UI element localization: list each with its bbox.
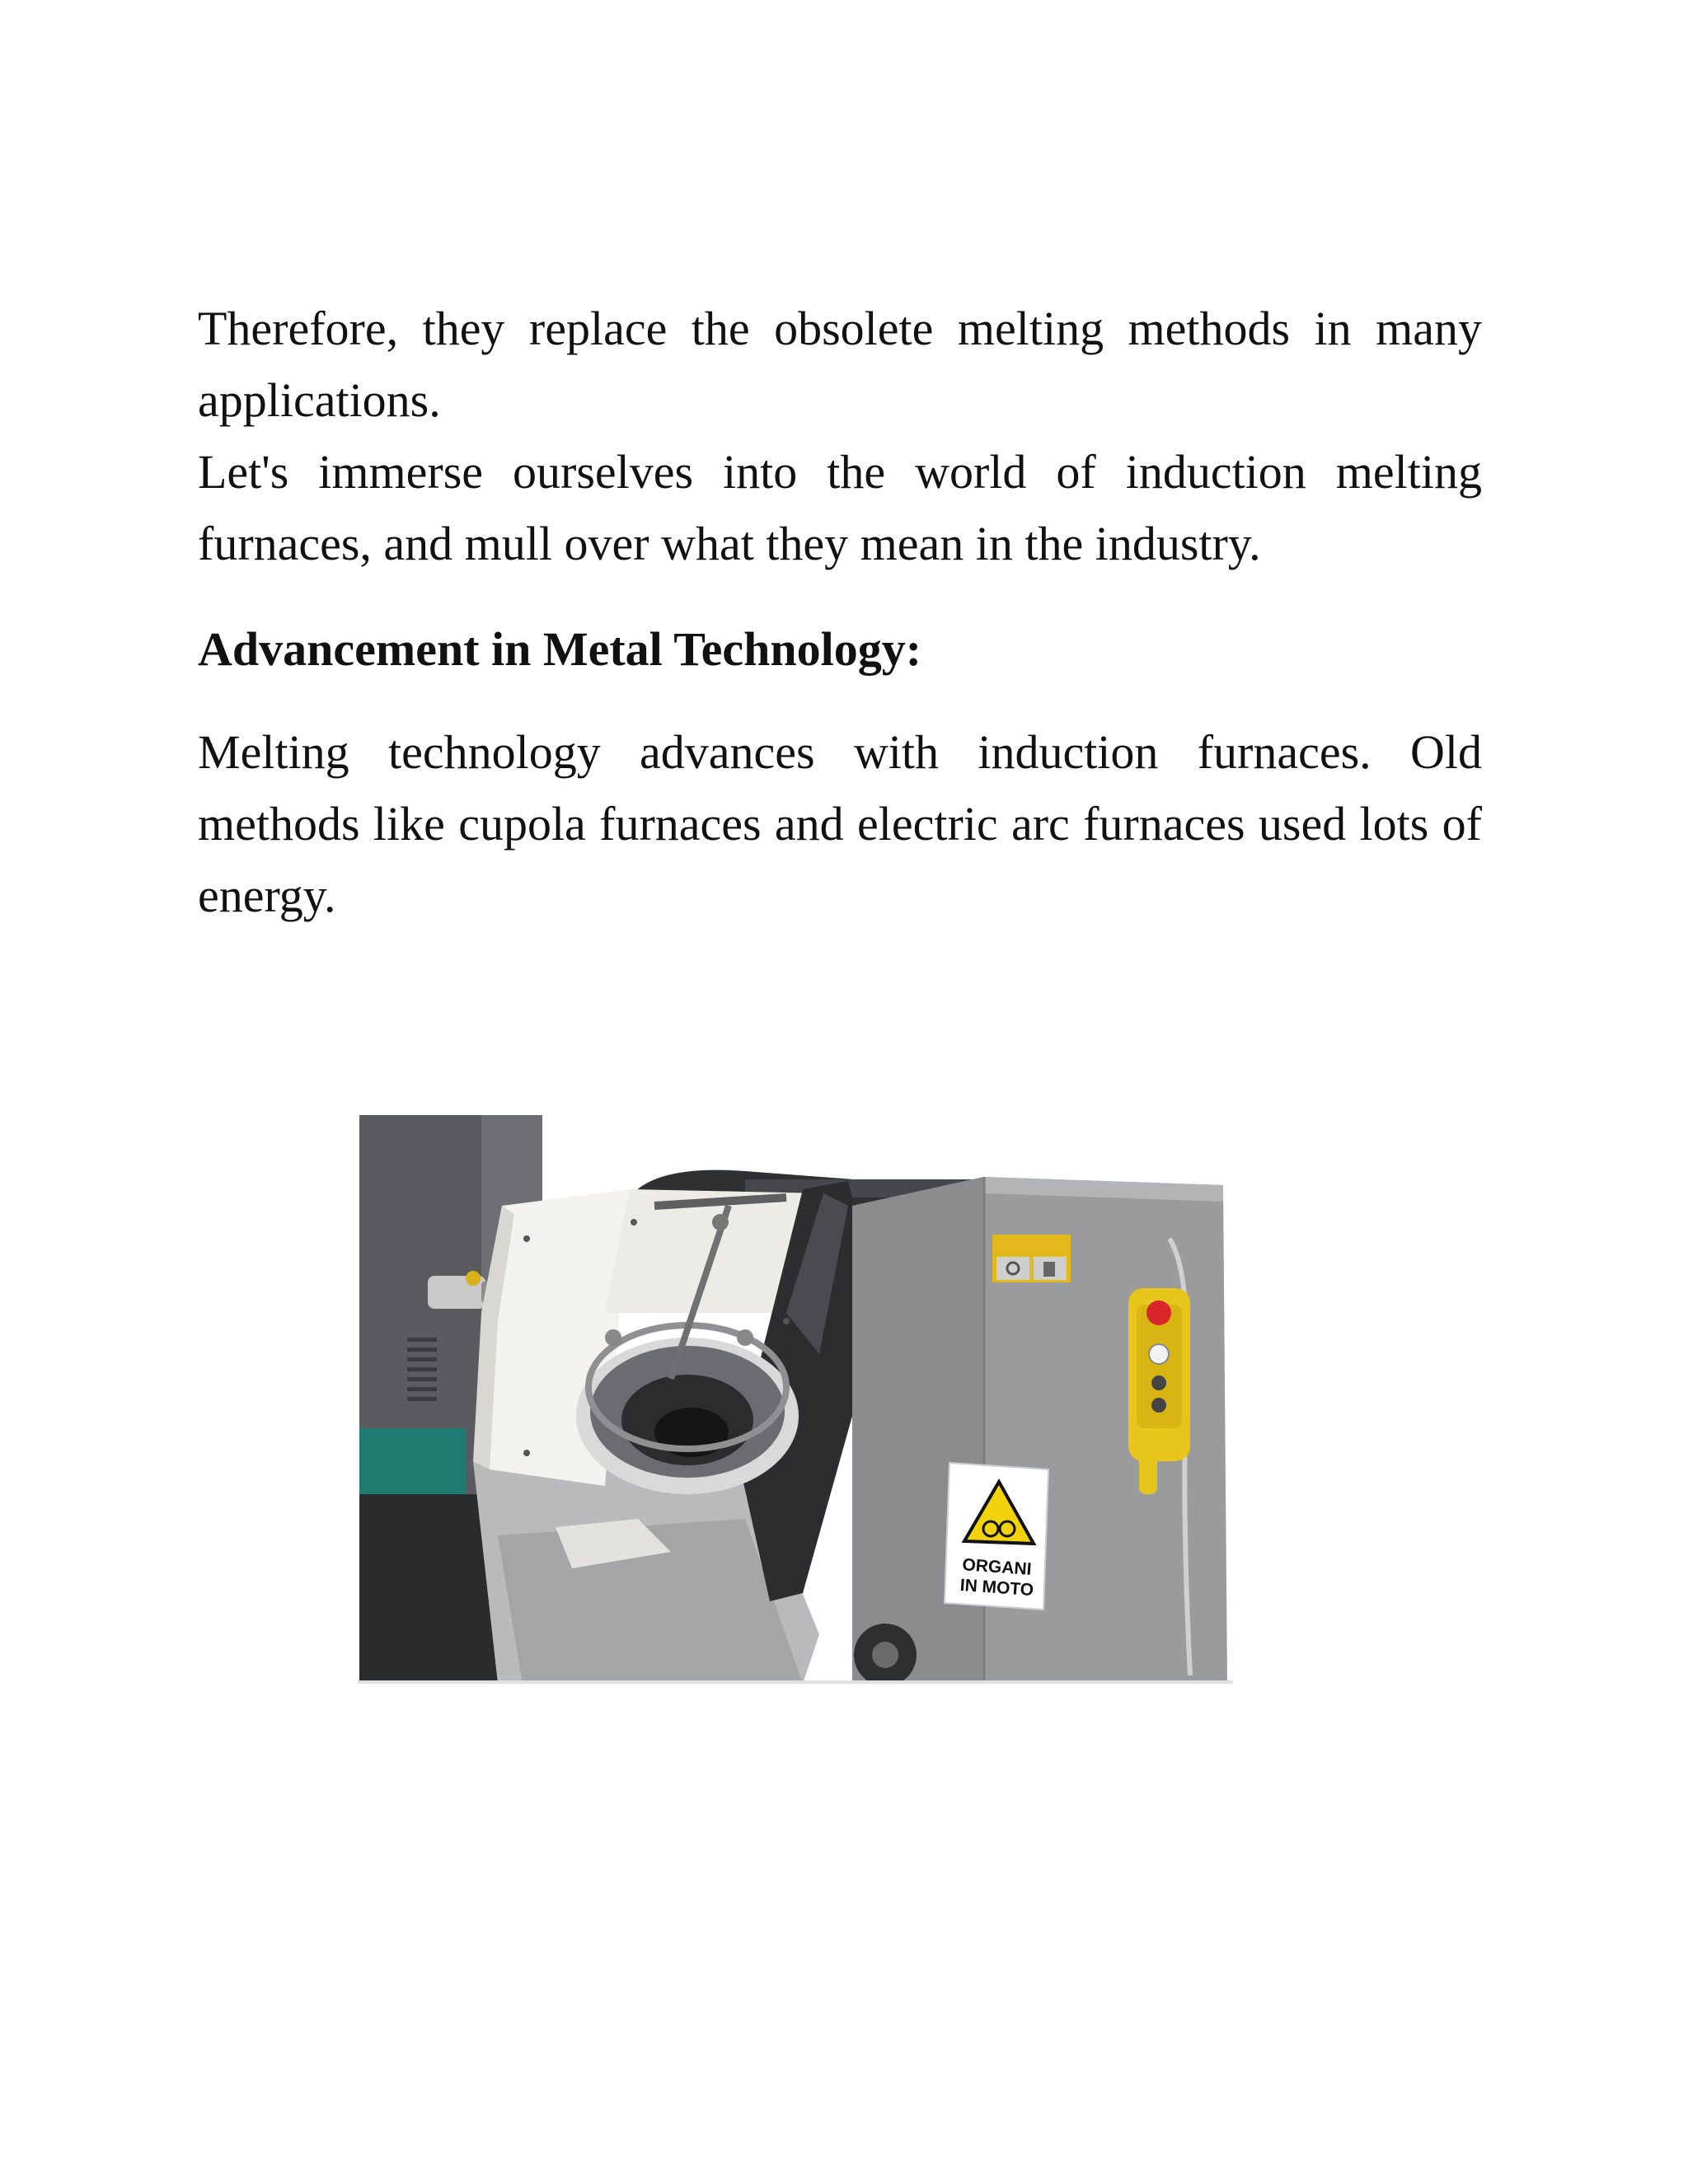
paragraph-melting-technology: Melting technology advances with induction furnaces. Old methods like cupola furnaces and electric arc furnaces used lots of energy.: [198, 725, 1482, 922]
paragraph-immerse: Let's immerse ourselves into the world of induction melting furnaces, and mull over what they mean in the industry.: [198, 445, 1482, 570]
sign-line-2: IN MOTO: [959, 1575, 1034, 1601]
paragraph-replace-obsolete: Therefore, they replace the obsolete melting methods in many applications.: [198, 302, 1482, 427]
induction-furnace-photo: [358, 1107, 1233, 1684]
section-heading: Advancement in Metal Technology:: [198, 622, 922, 676]
warning-sign: [945, 1463, 1048, 1610]
sign-line-1: ORGANI: [961, 1555, 1033, 1579]
